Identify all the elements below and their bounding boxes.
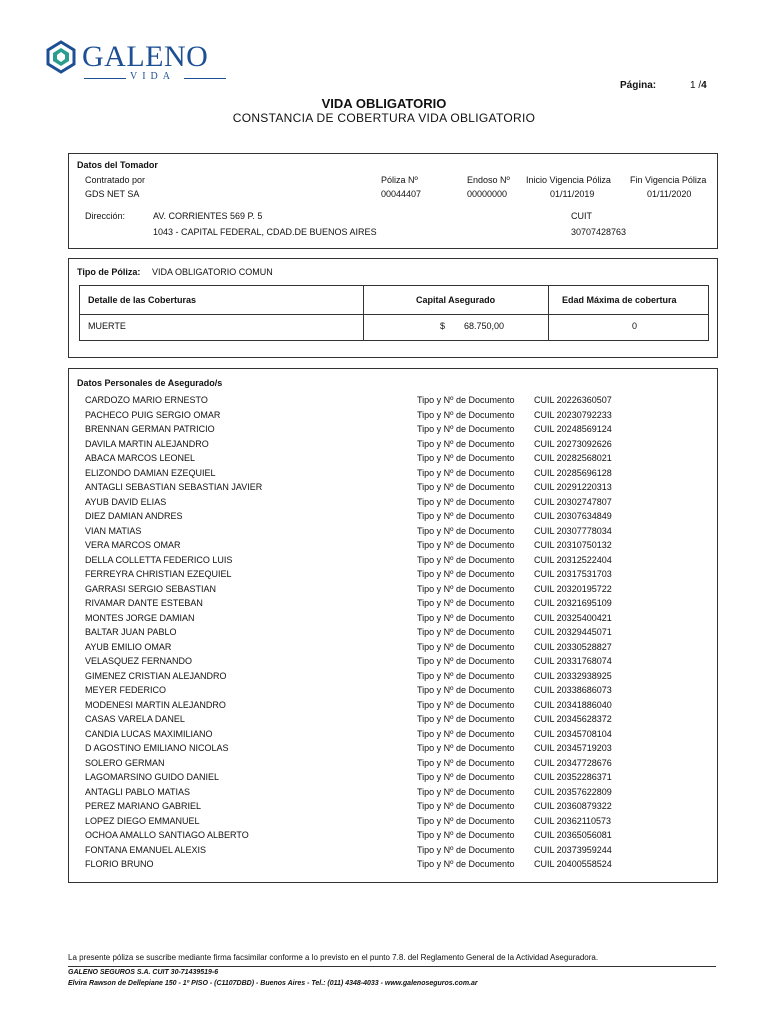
document-type-label: Tipo y Nº de Documento [417,569,515,579]
table-row [69,772,717,786]
document-type-label: Tipo y Nº de Documento [417,627,515,637]
person-cuil: CUIL 20329445071 [534,627,612,637]
person-name: OCHOA AMALLO SANTIAGO ALBERTO [85,830,249,840]
fin-label: Fin Vigencia Póliza [630,175,707,185]
person-name: LAGOMARSINO GUIDO DANIEL [85,772,220,782]
person-name: SOLERO GERMAN [85,757,165,768]
person-cuil: CUIL 20345708104 [534,728,612,739]
person-cuil: CUIL 20312522404 [534,554,612,565]
contratado-label: Contratado por [85,175,146,185]
document-type-label: Tipo y Nº de Documento [417,844,515,855]
logo-rule-left [84,78,126,79]
table-row [69,656,717,670]
col-capital-header: Capital Asegurado [416,295,496,305]
tomador-section [68,153,718,249]
fin-value: 01/11/2020 [647,189,692,199]
document-type-label: Tipo y Nº de Documento [417,409,515,420]
table-row [69,845,717,859]
document-type-label: Tipo y Nº de Documento [417,525,515,536]
person-cuil: CUIL 20321695109 [534,598,612,608]
galeno-logo [44,38,234,88]
document-type-label: Tipo y Nº de Documento [417,757,515,768]
table-row [69,627,717,641]
document-type-label: Tipo y Nº de Documento [417,496,515,507]
poliza-label: Póliza Nº [381,175,418,185]
person-cuil: CUIL 20347728676 [534,757,612,768]
coverage-detalle: MUERTE [88,321,126,331]
table-row [69,555,717,569]
person-cuil: CUIL 20282568021 [534,453,612,463]
table-row [69,468,717,482]
person-name: CANDIA LUCAS MAXIMILIANO [85,728,213,739]
person-name: ANTAGLI PABLO MATIAS [85,786,191,797]
person-cuil: CUIL 20331768074 [534,656,612,666]
page-subtitle: CONSTANCIA DE COBERTURA VIDA OBLIGATORIO [232,111,536,125]
person-name: ELIZONDO DAMIAN EZEQUIEL [85,467,216,478]
coverage-capital: 68.750,00 [464,321,505,331]
tomador-heading: Datos del Tomador [77,160,158,170]
person-cuil: CUIL 20338686073 [534,685,612,695]
document-type-label: Tipo y Nº de Documento [417,685,515,695]
person-cuil: CUIL 20352286371 [534,772,612,782]
asegurados-section [68,368,718,883]
endoso-value: 00000000 [467,189,508,199]
table-row [69,424,717,438]
document-type-label: Tipo y Nº de Documento [417,511,515,521]
person-name: BALTAR JUAN PABLO [85,627,177,637]
person-name: ANTAGLI SEBASTIAN SEBASTIAN JAVIER [85,482,263,492]
person-name: GARRASI SERGIO SEBASTIAN [85,583,217,594]
table-row [69,685,717,699]
document-type-label: Tipo y Nº de Documento [417,395,515,405]
person-name: ABACA MARCOS LEONEL [85,453,196,463]
document-type-label: Tipo y Nº de Documento [417,656,515,666]
person-name: MEYER FEDERICO [85,685,167,695]
document-type-label: Tipo y Nº de Documento [417,743,515,753]
pagina-total: 4 [701,80,707,91]
person-name: FLORIO BRUNO [85,859,154,869]
person-cuil: CUIL 20302747807 [534,496,612,507]
person-name: FONTANA EMANUEL ALEXIS [85,844,207,855]
table-row [69,758,717,772]
person-name: MODENESI MARTIN ALEJANDRO [85,699,226,710]
endoso-label: Endoso Nº [467,175,510,185]
document-type-label: Tipo y Nº de Documento [417,859,515,869]
table-row [69,787,717,801]
table-row [69,511,717,525]
coverage-currency: $ [440,321,446,331]
document-type-label: Tipo y Nº de Documento [417,612,515,623]
brand-name: GALENO [82,40,209,73]
table-row [69,453,717,467]
document-type-label: Tipo y Nº de Documento [417,438,515,449]
tipo-poliza-label: Tipo de Póliza: [77,267,141,277]
poliza-section [68,258,718,358]
person-cuil: CUIL 20230792233 [534,409,612,420]
table-row [69,642,717,656]
page-title: VIDA OBLIGATORIO [321,96,447,111]
direccion-line1: AV. CORRIENTES 569 P. 5 [153,211,263,221]
person-cuil: CUIL 20325400421 [534,612,612,623]
pagina-label: Página: [620,80,657,91]
person-name: VELASQUEZ FERNANDO [85,656,193,666]
table-row [69,439,717,453]
person-name: FERREYRA CHRISTIAN EZEQUIEL [85,569,232,579]
person-cuil: CUIL 20285696128 [534,467,612,478]
tipo-poliza-value: VIDA OBLIGATORIO COMUN [152,267,273,277]
table-row [69,395,717,409]
document-type-label: Tipo y Nº de Documento [417,670,515,681]
person-cuil: CUIL 20341886040 [534,699,612,710]
pagina-num: 1 [690,80,696,91]
table-row [69,743,717,757]
document-type-label: Tipo y Nº de Documento [417,583,515,594]
person-name: MONTES JORGE DAMIAN [85,612,195,623]
table-row [69,584,717,598]
person-cuil: CUIL 20291220313 [534,482,612,492]
person-name: DIEZ DAMIAN ANDRES [85,511,183,521]
person-cuil: CUIL 20400558524 [534,859,612,869]
table-row [69,497,717,511]
poliza-value: 00044407 [381,189,422,199]
person-name: CASAS VARELA DANEL [85,714,185,724]
person-cuil: CUIL 20273092626 [534,438,612,449]
document-type-label: Tipo y Nº de Documento [417,815,515,826]
table-row [69,700,717,714]
col-detalle-header: Detalle de las Coberturas [88,295,197,305]
person-name: RIVAMAR DANTE ESTEBAN [85,598,203,608]
table-row [69,613,717,627]
person-name: BRENNAN GERMAN PATRICIO [85,424,215,434]
table-row [69,714,717,728]
person-name: VIAN MATIAS [85,525,142,536]
table-row [69,569,717,583]
document-type-label: Tipo y Nº de Documento [417,453,515,463]
document-type-label: Tipo y Nº de Documento [417,424,515,434]
person-cuil: CUIL 20365056081 [534,830,612,840]
person-cuil: CUIL 20360879322 [534,801,612,811]
coverage-edad: 0 [632,321,638,331]
document-type-label: Tipo y Nº de Documento [417,467,515,478]
person-cuil: CUIL 20320195722 [534,583,612,594]
table-row [69,801,717,815]
direccion-line2: 1043 - CAPITAL FEDERAL, CDAD.DE BUENOS AIRES [153,227,377,237]
document-type-label: Tipo y Nº de Documento [417,641,515,652]
person-cuil: CUIL 20310750132 [534,540,612,550]
person-cuil: CUIL 20226360507 [534,395,612,405]
inicio-value: 01/11/2019 [550,189,595,199]
person-name: CARDOZO MARIO ERNESTO [85,395,208,405]
person-name: DAVILA MARTIN ALEJANDRO [85,438,209,449]
person-cuil: CUIL 20345719203 [534,743,612,753]
coverage-col-divider-2 [548,286,549,340]
coverage-table [79,285,709,341]
table-row [69,526,717,540]
inicio-label: Inicio Vigencia Póliza [526,175,611,185]
table-row [69,671,717,685]
cuit-label: CUIT [571,211,592,221]
footer-company: GALENO SEGUROS S.A. CUIT 30-71439519-6 [68,969,219,976]
coverage-col-divider-1 [363,286,364,340]
table-row [69,598,717,612]
person-name: VERA MARCOS OMAR [85,540,181,550]
table-row [69,816,717,830]
brand-sub: VIDA [130,71,175,82]
document-type-label: Tipo y Nº de Documento [417,714,515,724]
document-type-label: Tipo y Nº de Documento [417,482,515,492]
person-name: D AGOSTINO EMILIANO NICOLAS [85,743,229,753]
table-row [69,859,717,873]
table-row [69,410,717,424]
document-type-label: Tipo y Nº de Documento [417,540,515,550]
person-name: PACHECO PUIG SERGIO OMAR [85,409,221,420]
person-name: AYUB DAVID ELIAS [85,496,167,507]
person-name: DELLA COLLETTA FEDERICO LUIS [85,554,233,565]
person-name: LOPEZ DIEGO EMMANUEL [85,815,200,826]
person-cuil: CUIL 20317531703 [534,569,612,579]
person-name: PEREZ MARIANO GABRIEL [85,801,202,811]
footer-rule [68,966,716,967]
person-cuil: CUIL 20332938925 [534,670,612,681]
person-cuil: CUIL 20345628372 [534,714,612,724]
galeno-emblem-icon [44,40,78,74]
footer-address: Elvira Rawson de Dellepiane 150 - 1º PISO - (C1107DBD) - Buenos Aires - Tel.: (011) 4348-4033 - www.galenoseguros.com.ar [68,980,478,987]
document-type-label: Tipo y Nº de Documento [417,801,515,811]
person-name: GIMENEZ CRISTIAN ALEJANDRO [85,670,227,681]
document-type-label: Tipo y Nº de Documento [417,598,515,608]
cuit-value: 30707428763 [571,227,627,237]
table-row [69,540,717,554]
contratado-value: GDS NET SA [85,189,140,199]
direccion-label: Dirección: [85,211,126,221]
person-cuil: CUIL 20307778034 [534,525,612,536]
logo-rule-right [184,78,226,79]
person-cuil: CUIL 20248569124 [534,424,612,434]
footer-note: La presente póliza se suscribe mediante firma facsimilar conforme a lo previsto en el punto 7.8. del Reglamento General de la Actividad Aseguradora. [68,953,599,962]
document-type-label: Tipo y Nº de Documento [417,830,515,840]
table-row [69,830,717,844]
asegurados-heading: Datos Personales de Asegurado/s [77,378,223,388]
table-row [69,729,717,743]
table-row [69,482,717,496]
person-cuil: CUIL 20362110573 [534,815,612,826]
person-cuil: CUIL 20357622809 [534,786,612,797]
person-name: AYUB EMILIO OMAR [85,641,172,652]
person-cuil: CUIL 20373959244 [534,844,612,855]
document-type-label: Tipo y Nº de Documento [417,699,515,710]
document-type-label: Tipo y Nº de Documento [417,786,515,797]
person-cuil: CUIL 20307634849 [534,511,612,521]
pagina-value: 1 /4 [690,80,707,91]
person-cuil: CUIL 20330528827 [534,641,612,652]
document-type-label: Tipo y Nº de Documento [417,554,515,565]
col-edad-header: Edad Máxima de cobertura [562,295,677,305]
document-type-label: Tipo y Nº de Documento [417,772,515,782]
document-type-label: Tipo y Nº de Documento [417,728,515,739]
